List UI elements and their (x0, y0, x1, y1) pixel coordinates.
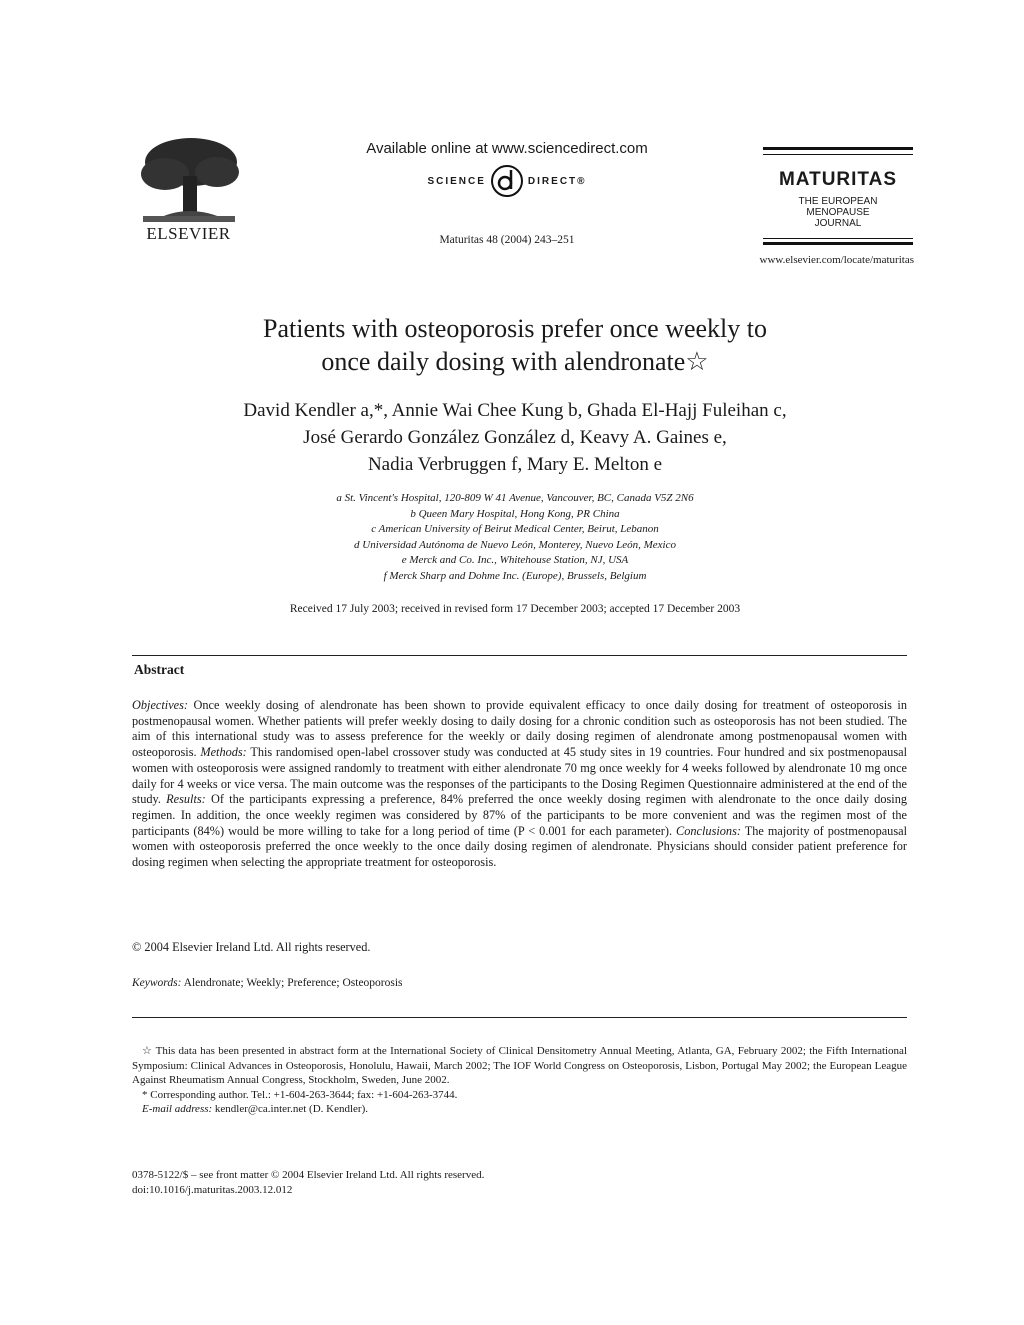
journal-subtitle-line: JOURNAL (814, 218, 862, 229)
section-divider (132, 655, 907, 656)
issn-block (132, 1168, 484, 1198)
available-online-notice: Available online at www.sciencedirect.com (366, 140, 648, 157)
affiliation: b Queen Mary Hospital, Hong Kong, PR China (410, 507, 620, 520)
journal-subtitle-line: THE EUROPEAN (798, 196, 878, 207)
results-label: Results: (166, 792, 206, 807)
objectives-label: Objectives: (132, 698, 188, 712)
keywords-text: Alendronate; Weekly; Preference; Osteoporosis (181, 977, 403, 989)
objectives-text: Once weekly dosing of alendronate has been shown to provide equivalent efficacy to once daily dosing for treatment of osteoporosis in postmenopausal women. Whether patients will prefer weekly dosing to daily dosing for a chronic condition such as osteoporosis has not been studied. The aim of this international study was to assess preference for the weekly or daily dosing regimen of alendronate among postmenopausal women with osteoporosis. (132, 698, 907, 760)
sciencedirect-logo (357, 163, 657, 199)
methods-text: This randomised open-label crossover study was conducted at 45 study sites in 19 countries. Four hundred and six postmenopausal women with osteoporosis were assigned randomly to treatment with either alendronate 70 mg once weekly for 4 weeks followed by alendronate 10 mg once daily for 4 weeks or vice versa. The main outcome was the responses of the participants to the Dosing Regimen Questionnaire administered at the end of the study. (132, 745, 907, 807)
affiliation: c American University of Beirut Medical Center, Beirut, Lebanon (371, 523, 659, 535)
author-line: David Kendler a,*, Annie Wai Chee Kung b, Ghada El-Hajj Fuleihan c, (243, 400, 787, 421)
journal-subtitle (763, 196, 913, 229)
journal-citation: Maturitas 48 (2004) 243–251 (439, 234, 575, 246)
author-list (140, 397, 890, 478)
affiliation: e Merck and Co. Inc., Whitehouse Station, NJ, USA (401, 554, 629, 566)
footnotes (132, 1044, 907, 1117)
journal-url[interactable]: www.elsevier.com/locate/maturitas (759, 254, 914, 266)
affiliation-list (180, 491, 850, 584)
keywords (132, 977, 907, 989)
sciencedirect-right-word: DIRECT® (527, 175, 587, 187)
article-title (140, 312, 890, 378)
title-line: once daily dosing with alendronate☆ (321, 347, 709, 376)
sciencedirect-d-icon (490, 164, 524, 198)
author-line: Nadia Verbruggen f, Mary E. Melton e (367, 454, 663, 475)
doi-line[interactable]: doi:10.1016/j.maturitas.2003.12.012 (132, 1184, 293, 1196)
methods-label: Methods: (200, 745, 247, 760)
conclusions-label: Conclusions: (676, 823, 741, 838)
author-line: José Gerardo González González d, Keavy A. Gaines e, (303, 427, 727, 448)
issn-line: 0378-5122/$ – see front matter © 2004 Elsevier Ireland Ltd. All rights reserved. (132, 1169, 485, 1181)
article-dates: Received 17 July 2003; received in revised form 17 December 2003; accepted 17 December 2003 (289, 603, 741, 615)
publisher-name: ELSEVIER (146, 224, 231, 243)
email-label: E-mail address: (142, 1103, 213, 1115)
journal-rule (763, 242, 913, 245)
results-text: Of the participants expressing a preference, 84% preferred the once weekly dosing regimen with alendronate to the once daily dosing regimen. In addition, the once weekly regimen was considered by 87% of the participants to be more convenient and was the regimen most of the participants (84%) would be more willing to take for a long period of time (P < 0.001 for each parameter). (132, 792, 908, 838)
affiliation: a St. Vincent's Hospital, 120-809 W 41 Avenue, Vancouver, BC, Canada V5Z 2N6 (336, 492, 694, 504)
journal-name: MATURITAS (778, 169, 898, 190)
journal-subtitle-line: MENOPAUSE (806, 207, 870, 218)
presentation-footnote: ☆ This data has been presented in abstract form at the International Society of Clinical Densitometry Annual Meeting, Atlanta, GA, February 2002; the Fifth International Symposium: Clinical Advances in Osteoporosis, Honolulu, Hawaii, March 2002; The IOF World Congress on Osteoporosis, Lisbon, Portugal May 2002; the European League Against Rheumatism Annual Congress, Stockholm, Sweden, June 2002. (132, 1045, 907, 1086)
email-footnote (132, 1102, 907, 1117)
affiliation: d Universidad Autónoma de Nuevo León, Monterey, Nuevo León, Mexico (354, 538, 676, 551)
corresponding-author-footnote: * Corresponding author. Tel.: +1-604-263-3644; fax: +1-604-263-3744. (142, 1088, 458, 1101)
journal-rule (763, 238, 913, 239)
keywords-label: Keywords: (132, 977, 182, 989)
abstract-copyright: © 2004 Elsevier Ireland Ltd. All rights reserved. (132, 940, 371, 954)
title-line: Patients with osteoporosis prefer once weekly to (263, 314, 767, 343)
abstract-heading: Abstract (134, 662, 185, 677)
conclusions-text: The majority of postmenopausal women with osteoporosis preferred the once weekly to the once daily dosing regimen of alendronate. Physicians should consider patient preference for dosing regimen when selecting the appropriate treatment for osteoporosis. (132, 823, 907, 870)
email-address[interactable]: kendler@ca.inter.net (D. Kendler). (212, 1103, 368, 1115)
sciencedirect-left-word: SCIENCE (427, 175, 486, 187)
footnote-divider (132, 1017, 907, 1018)
journal-rule (763, 147, 913, 150)
journal-rule (763, 154, 913, 155)
abstract-body (132, 698, 907, 871)
affiliation: f Merck Sharp and Dohme Inc. (Europe), Brussels, Belgium (383, 569, 647, 582)
